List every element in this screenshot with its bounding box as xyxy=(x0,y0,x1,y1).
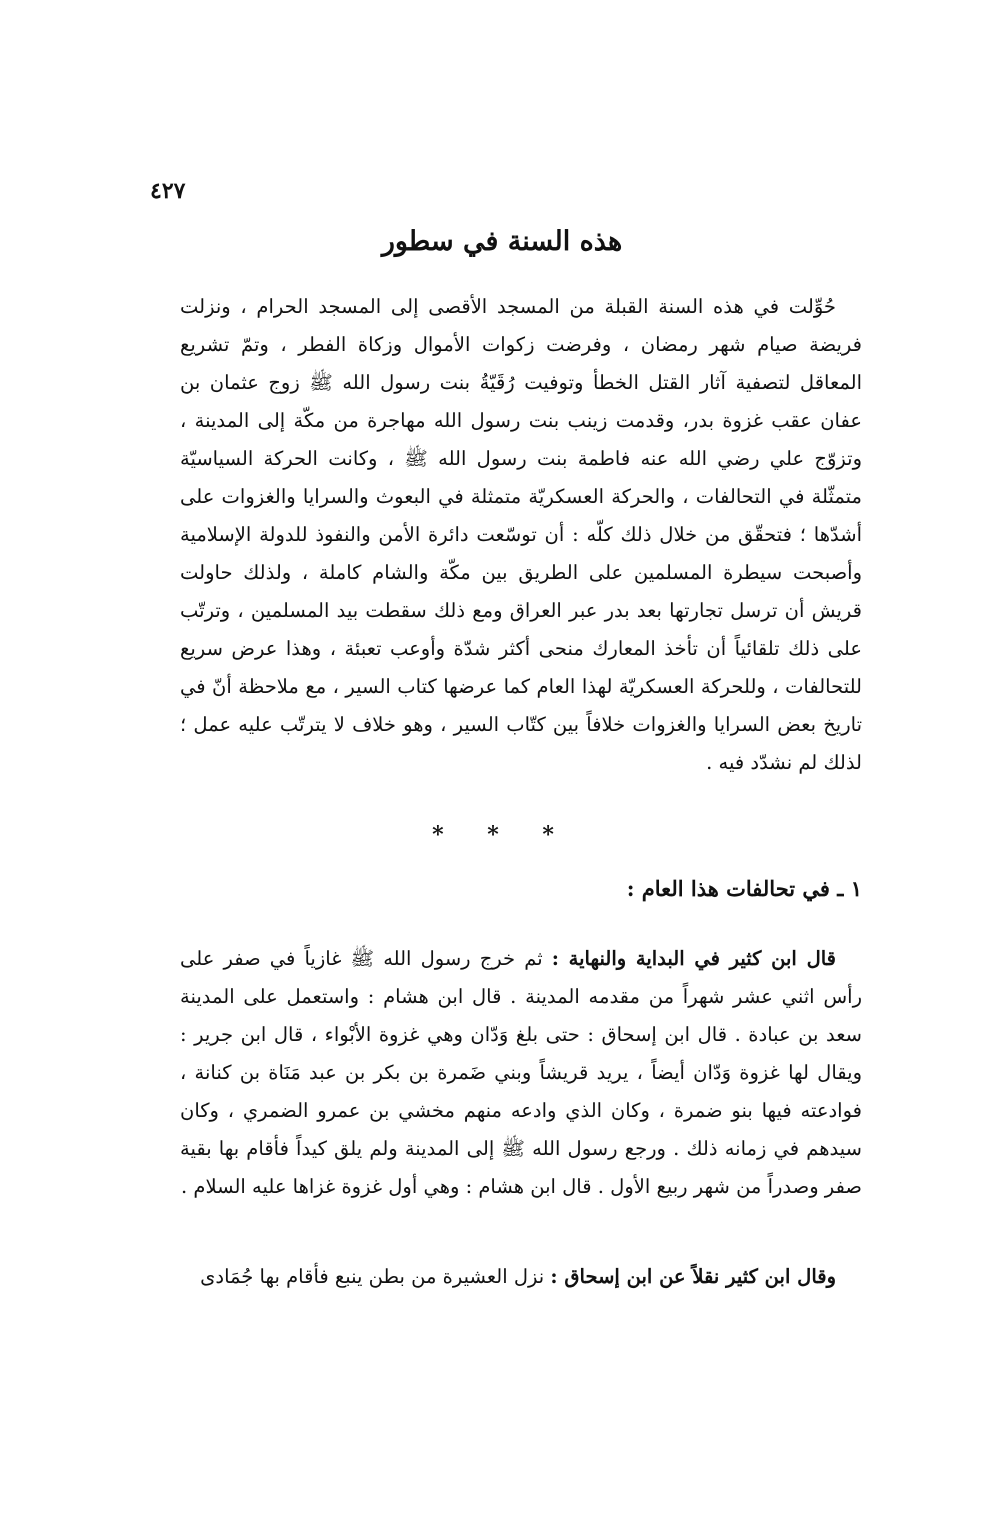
intro-paragraph: حُوِّلت في هذه السنة القبلة من المسجد الأقصى إلى المسجد الحرام ، ونزلت فريضة صيام شهر رمضان ، وفرضت زكوات الأموال وزكاة الفطر ، وتمّ تشريع المعاقل لتصفية آثار القتل الخطأ وتوفيت رُقَيّةُ بنت رسول الله ﷺ زوج عثمان بن عفان عقب غزوة بدر، وقدمت زينب بنت رسول الله مهاجرة من مكّة إلى المدينة ، وتزوّج علي رضي الله عنه فاطمة بنت رسول الله ﷺ ، وكانت الحركة السياسيّة متمثّلة في التحالفات ، والحركة العسكريّة متمثلة في البعوث والسرايا والغزوات على أشدّها ؛ فتحقّق من خلال ذلك كلّه : أن توسّعت دائرة الأمن والنفوذ للدولة الإسلامية وأصبحت سيطرة المسلمين على الطريق بين مكّة والشام كاملة ، ولذلك حاولت قريش أن ترسل تجارتها بعد بدر عبر العراق ومع ذلك سقطت بيد المسلمين ، وترتّب على ذلك تلقائياً أن تأخذ المعارك منحى أكثر شدّة وأوعب تعبئة ، وهذا عرض سريع للتحالفات ، وللحركة العسكريّة لهذا العام كما عرضها كتاب السير ، مع ملاحظة أنّ في تاريخ بعض السرايا والغزوات خلافاً بين كتّاب السير ، وهو خلاف لا يترتّب عليه عمل ؛ لذلك لم نشدّد فيه . xyxy=(180,295,862,774)
paragraph-body: نزل العشيرة من بطن ينبع فأقام بها جُمَادى xyxy=(200,1265,551,1288)
section-paragraph xyxy=(180,1258,862,1296)
paragraph-body: ثم خرج رسول الله ﷺ غازياً في صفر على رأس اثني عشر شهراً من مقدمه المدينة . قال ابن هشام : واستعمل على المدينة سعد بن عبادة . قال ابن إسحاق : حتى بلغ وَدّان وهي غزوة الأبْواء ، قال ابن جرير : ويقال لها غزوة وَدّان أيضاً ، يريد قريشاً وبني ضَمرة بن بكر بن عبد مَنَاة بن كنانة ، فوادعته فيها بنو ضمرة ، وكان الذي وادعه منهم مخشي بن عمرو الضمري ، وكان سيدهم في زمانه ذلك . ورجع رسول الله ﷺ إلى المدينة ولم يلق كيداً فأقام بها بقية صفر وصدراً من شهر ربيع الأول . قال ابن هشام : وهي أول غزوة غزاها عليه السلام . xyxy=(180,947,862,1198)
section-1-block-continued xyxy=(180,1258,862,1296)
section-1-block xyxy=(180,940,862,1206)
intro-block xyxy=(180,288,862,782)
section-separator: * * * xyxy=(432,822,572,848)
section-heading: ١ ـ في تحالفات هذا العام : xyxy=(626,876,862,901)
page-number: ٤٢٧ xyxy=(150,178,186,204)
paragraph-lead: قال ابن كثير في البداية والنهاية : xyxy=(551,947,836,970)
page-title: هذه السنة في سطور xyxy=(381,226,623,257)
section-paragraph xyxy=(180,940,862,1206)
paragraph-lead: وقال ابن كثير نقلاً عن ابن إسحاق : xyxy=(550,1265,836,1288)
